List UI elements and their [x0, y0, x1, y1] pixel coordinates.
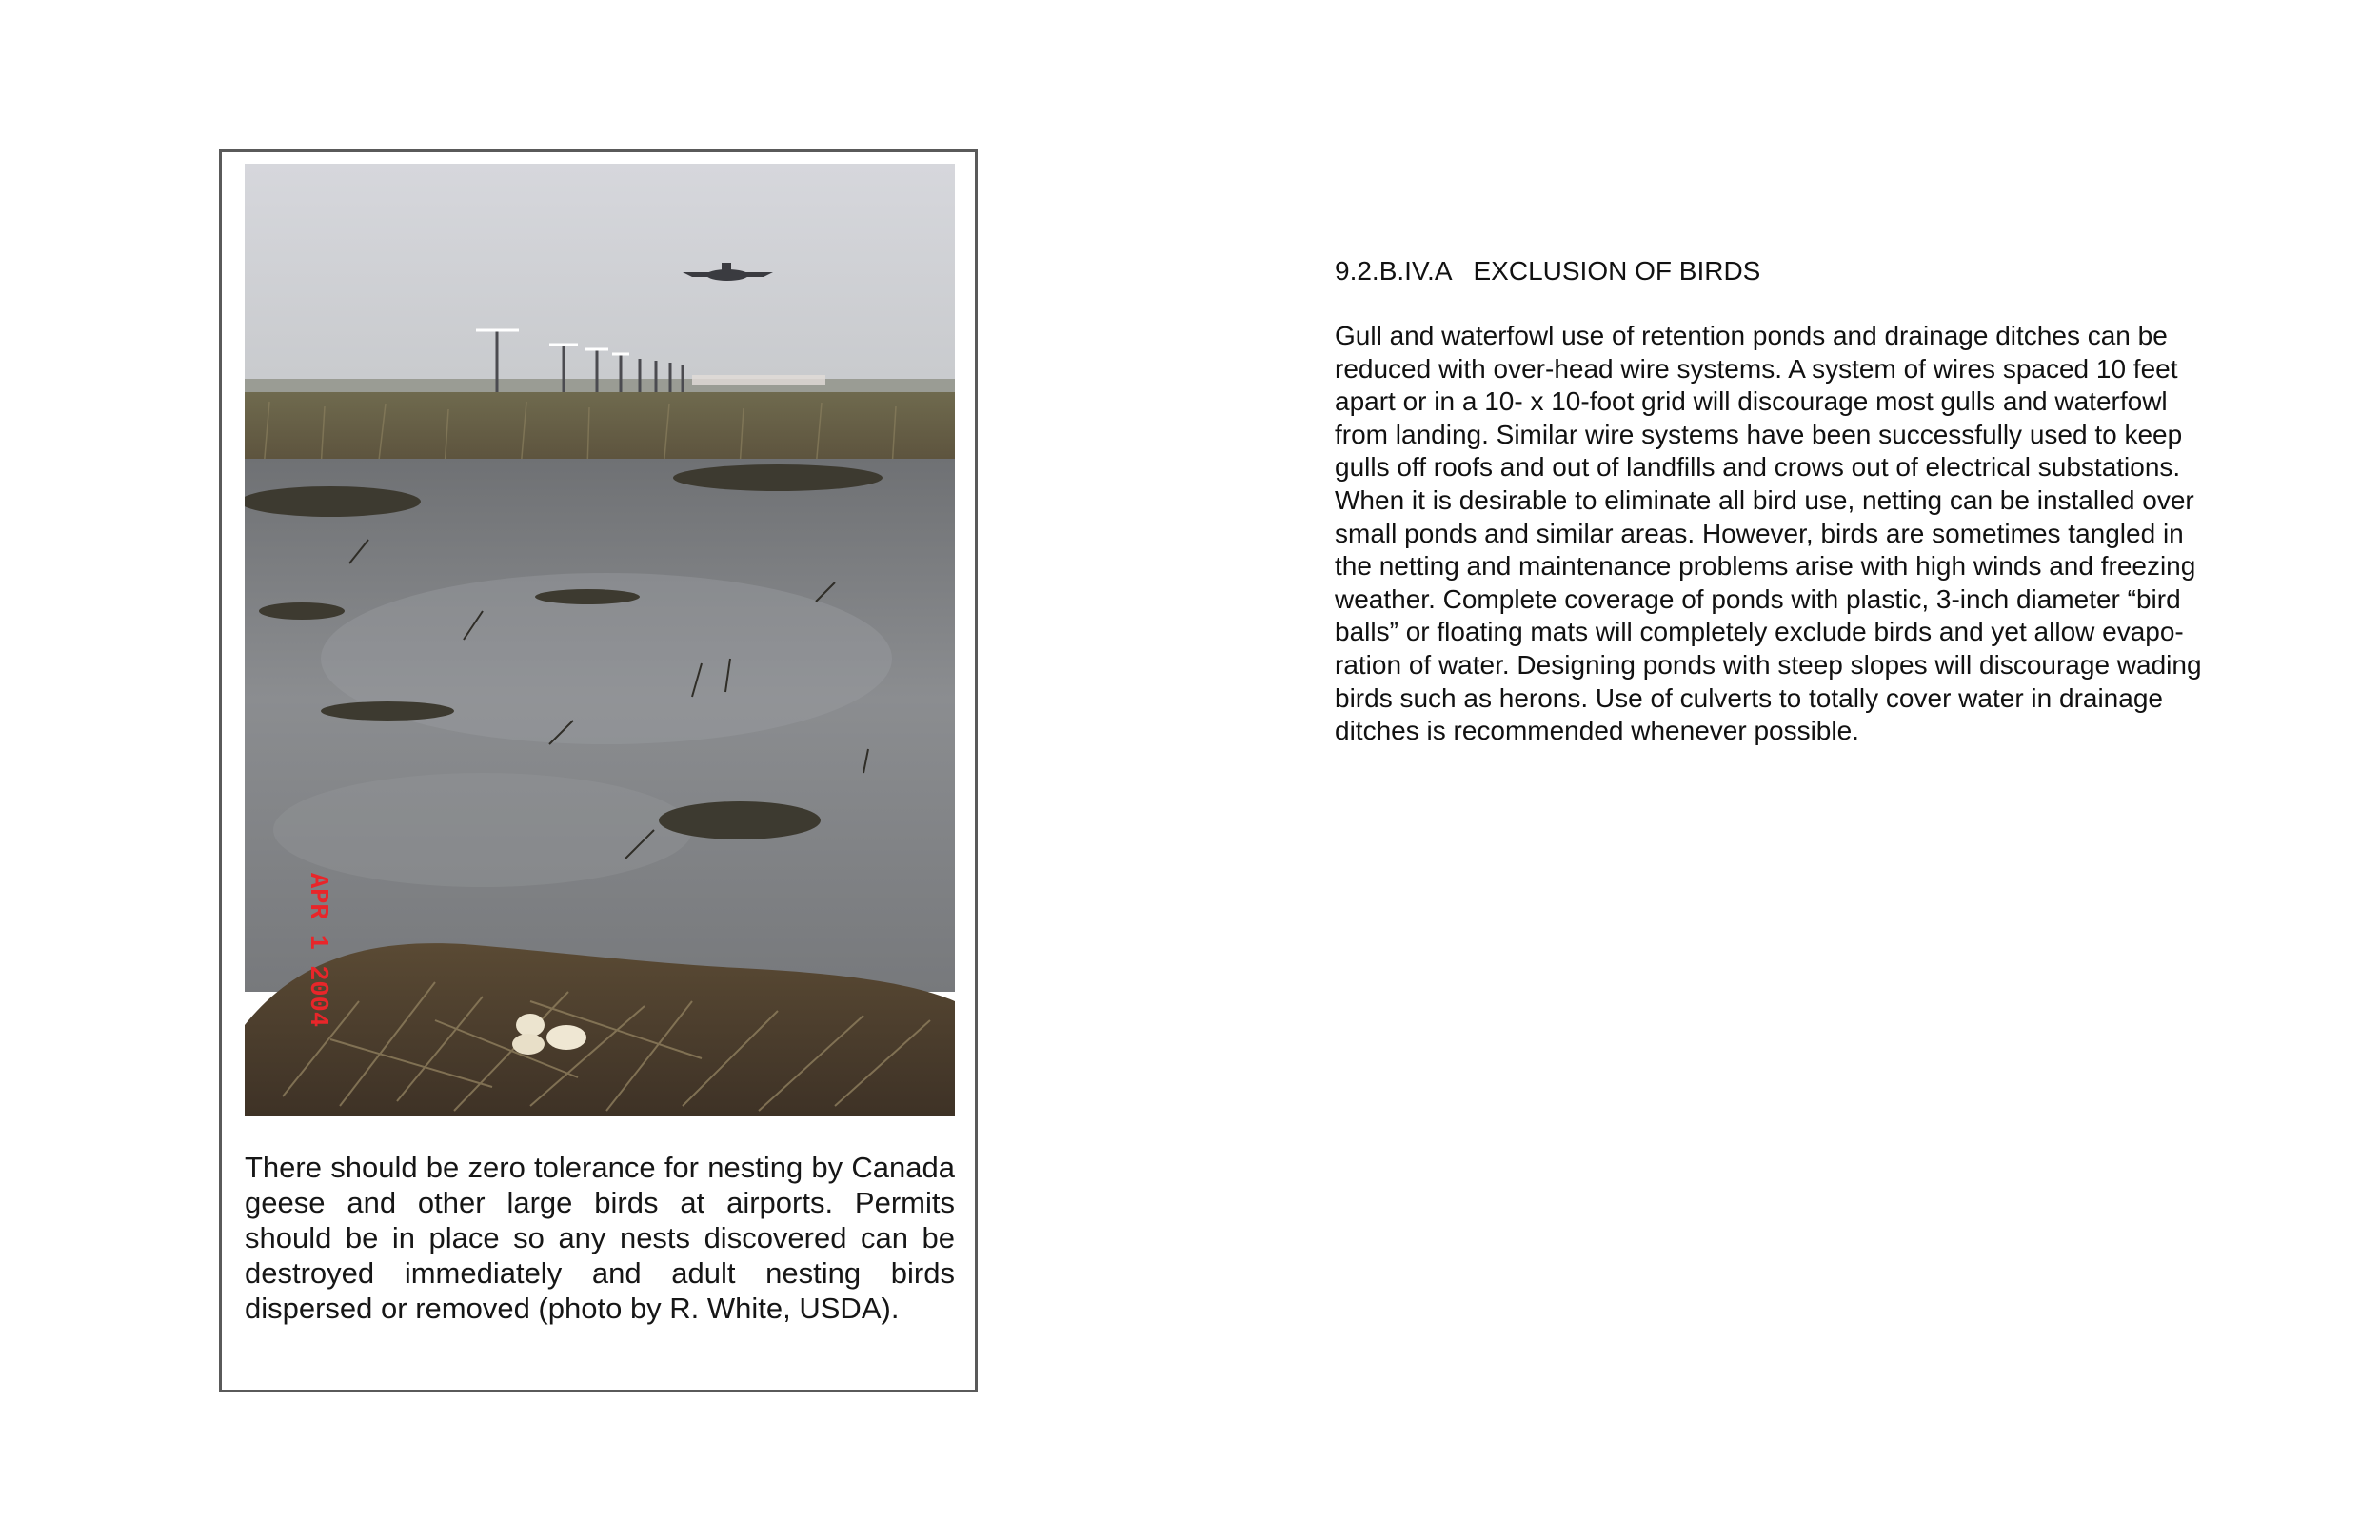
section-paragraph [1335, 320, 2239, 748]
paragraph-line: When it is desirable to eliminate all bird use, netting can be installed over [1335, 484, 2194, 515]
paragraph-line: gulls off roofs and out of landfills and crows out of electrical substations. [1335, 452, 2181, 483]
photo-date-stamp: APR 1 2004 [303, 873, 331, 1028]
goose-egg [546, 1025, 586, 1050]
paragraph-line: from landing. Similar wire systems have been successfully used to keep [1335, 419, 2183, 449]
section-number: 9.2.B.IV.A [1335, 256, 1453, 286]
goose-egg [516, 1014, 545, 1037]
paragraph-line: birds such as herons. Use of culverts to totally cover water in drainage [1335, 682, 2163, 713]
figure-frame [219, 149, 978, 1392]
paragraph-line: balls” or floating mats will completely exclude birds and yet allow evapo- [1335, 617, 2184, 647]
figure-caption: There should be zero tolerance for nesting by Canada geese and other large birds at airports. Permits should be in place so any nests discovered can be destroyed immediately and adult nesting birds dispersed or removed (photo by R. White, USDA). [245, 1151, 955, 1325]
paragraph-line: small ponds and similar areas. However, birds are sometimes tangled in [1335, 518, 2184, 548]
paragraph-line: ration of water. Designing ponds with steep slopes will discourage wading [1335, 649, 2202, 680]
section-heading [1335, 255, 2239, 287]
section-title: EXCLUSION OF BIRDS [1473, 256, 1761, 286]
paragraph-line: weather. Complete coverage of ponds with plastic, 3-inch diameter “bird [1335, 583, 2181, 614]
paragraph-line: the netting and maintenance problems arise with high winds and freezing [1335, 551, 2196, 582]
paragraph-line: reduced with over-head wire systems. A system of wires spaced 10 feet [1335, 353, 2178, 384]
goose-egg [512, 1034, 545, 1055]
wetland-nest-photo [245, 164, 955, 1116]
paragraph-line: ditches is recommended whenever possible. [1335, 716, 1859, 746]
paragraph-line: apart or in a 10- x 10-foot grid will discourage most gulls and waterfowl [1335, 386, 2168, 417]
text-section [1335, 255, 2239, 748]
paragraph-line: Gull and waterfowl use of retention ponds and drainage ditches can be [1335, 321, 2168, 350]
